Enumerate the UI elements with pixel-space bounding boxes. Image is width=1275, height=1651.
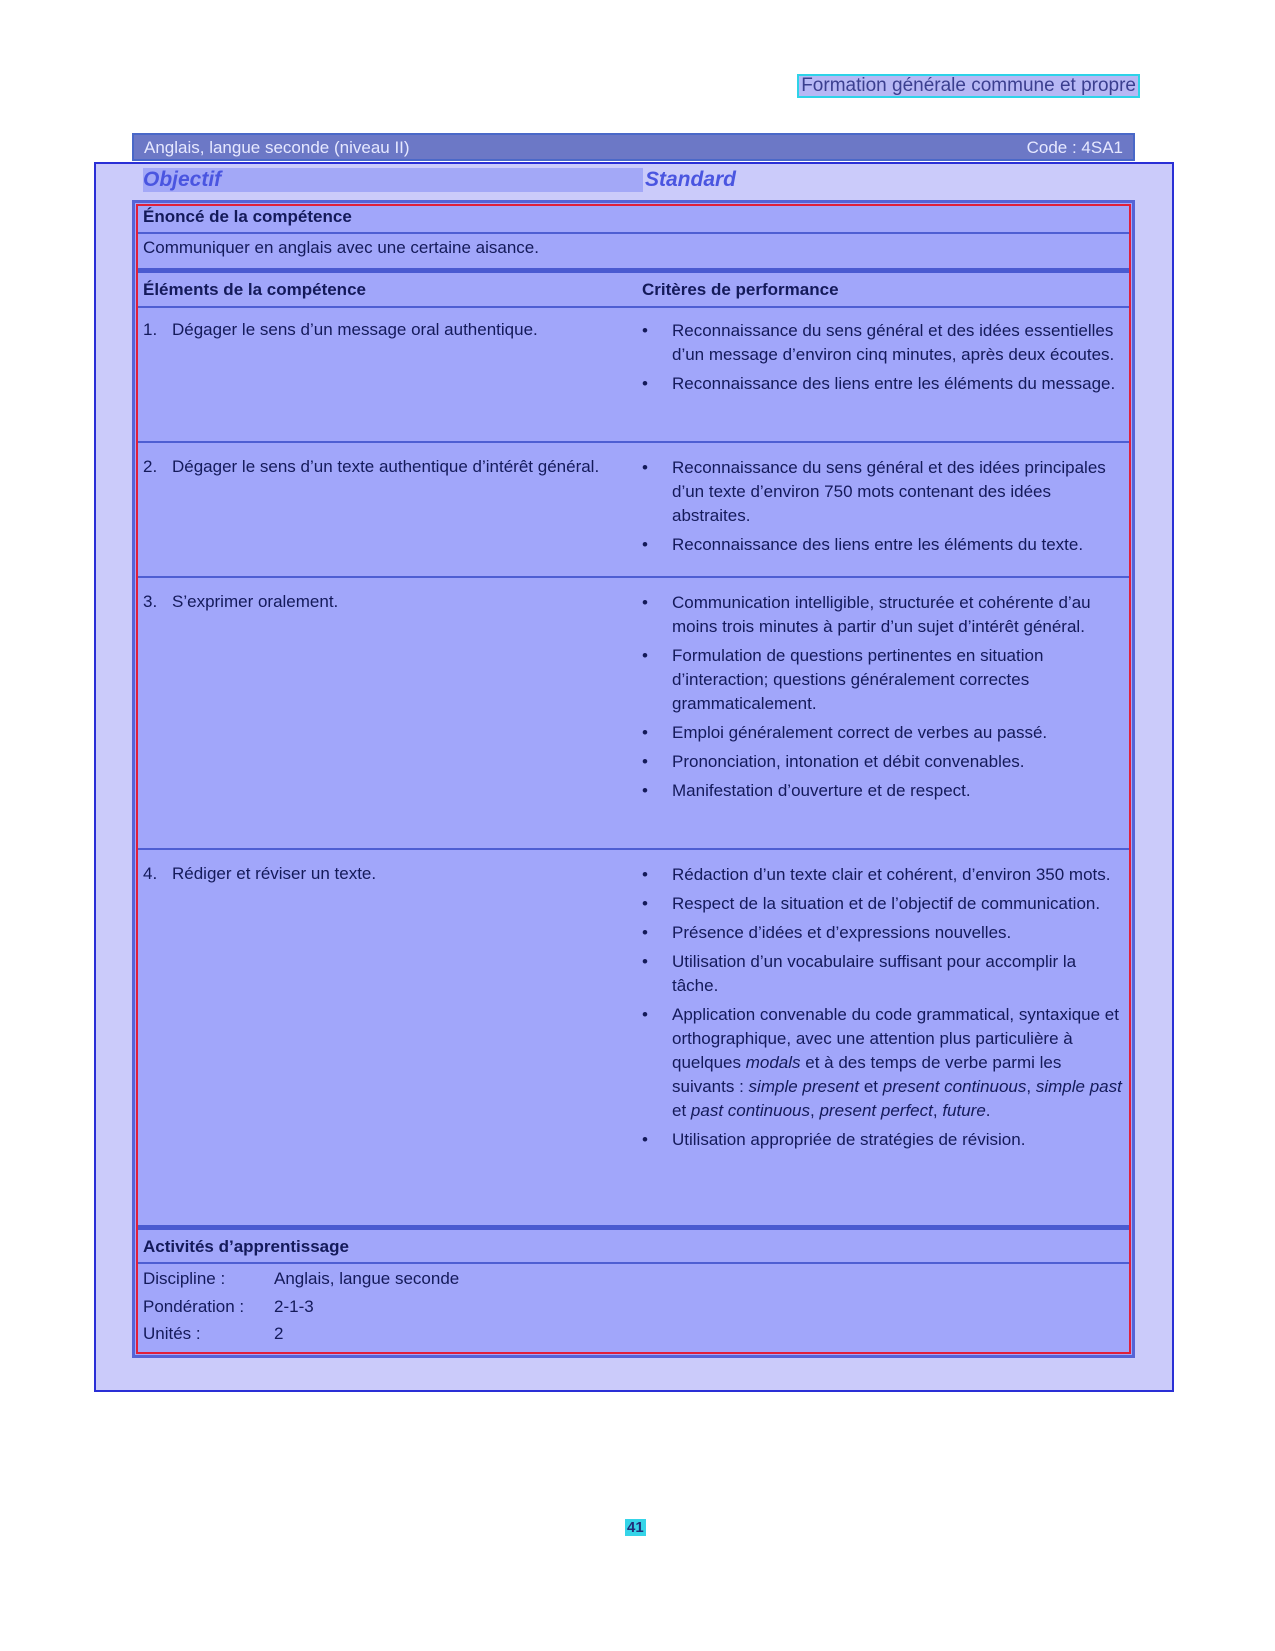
criterion-text: Reconnaissance des liens entre les éléments du message. (672, 374, 1116, 393)
running-title: Formation générale commune et propre (797, 74, 1140, 98)
element-label: S’exprimer oralement. (172, 592, 339, 611)
criterion-item (642, 456, 1122, 528)
element-label: Dégager le sens d’un texte authentique d’intérêt général. (172, 457, 600, 476)
bullet-icon: • (642, 535, 648, 554)
divider (136, 441, 1131, 443)
course-header-bar (132, 133, 1135, 161)
element-label: Dégager le sens d’un message oral authentique. (172, 320, 538, 339)
divider (136, 232, 1131, 234)
element-number: 4. (143, 864, 158, 883)
bullet-icon: • (642, 923, 648, 942)
bullet-icon: • (642, 781, 648, 800)
criterion-item (642, 1003, 1122, 1123)
element-number: 2. (143, 457, 158, 476)
bullet-icon: • (642, 865, 648, 884)
ponderation-value: 2-1-3 (274, 1297, 314, 1316)
bullet-icon: • (642, 723, 648, 742)
discipline-row (143, 1267, 459, 1291)
criterion-text: Utilisation appropriée de stratégies de révision. (672, 1130, 1026, 1149)
criterion-text: Manifestation d’ouverture et de respect. (672, 781, 971, 800)
criterion-text: Emploi généralement correct de verbes au passé. (672, 723, 1048, 742)
bullet-icon: • (642, 646, 648, 665)
bullet-icon: • (642, 952, 648, 971)
criterion-text: Formulation de questions pertinentes en situation d’interaction; questions généralement correctes grammaticalement. (672, 646, 1044, 713)
divider (136, 848, 1131, 850)
criterion-text: Reconnaissance du sens général et des idées essentielles d’un message d’environ cinq minutes, après deux écoutes. (672, 321, 1115, 364)
divider (136, 1225, 1131, 1230)
criterion-text: , (810, 1101, 820, 1120)
ponderation-label: Pondération : (143, 1297, 245, 1316)
enonce-heading: Énoncé de la compétence (143, 207, 352, 226)
criterion-term: modals (745, 1053, 801, 1072)
divider (136, 576, 1131, 578)
criterion-text: Reconnaissance du sens général et des idées principales d’un texte d’environ 750 mots contenant des idées abstraites. (672, 458, 1106, 525)
criteria-list (642, 863, 1122, 1157)
bullet-icon: • (642, 894, 648, 913)
ponderation-row (143, 1295, 314, 1319)
criteria-list (642, 456, 1122, 562)
criterion-item (642, 863, 1122, 887)
criterion-text: , (932, 1101, 943, 1120)
element-number: 3. (143, 592, 158, 611)
criterion-text: Présence d’idées et d’expressions nouvelles. (672, 923, 1012, 942)
page-number: 41 (627, 1519, 644, 1536)
criterion-text: , (1026, 1077, 1036, 1096)
criterion-text: Application convenable du code grammatical, syntaxique et orthographique, avec une attention plus particulière à quelques (672, 1005, 1119, 1072)
criteres-heading: Critères de performance (642, 280, 839, 299)
criterion-item (642, 591, 1122, 639)
bullet-icon: • (642, 321, 648, 340)
criterion-term: present continuous (882, 1077, 1027, 1096)
bullet-icon: • (642, 458, 648, 477)
criterion-item (642, 779, 1122, 803)
discipline-label: Discipline : (143, 1269, 226, 1288)
criterion-text: Prononciation, intonation et débit convenables. (672, 752, 1025, 771)
criterion-item (642, 921, 1122, 945)
course-title: Anglais, langue seconde (niveau II) (144, 138, 410, 157)
criterion-term: past continuous (690, 1101, 810, 1120)
criterion-item (642, 372, 1122, 396)
criterion-item (642, 950, 1122, 998)
criterion-item (642, 644, 1122, 716)
element-label: Rédiger et réviser un texte. (172, 864, 377, 883)
criteria-list (642, 319, 1122, 401)
criterion-text: Utilisation d’un vocabulaire suffisant pour accomplir la tâche. (672, 952, 1077, 995)
criterion-item (642, 533, 1122, 557)
element-number: 1. (143, 320, 158, 339)
elements-heading: Éléments de la compétence (143, 280, 366, 299)
unites-row (143, 1322, 283, 1346)
criteria-list (642, 591, 1122, 808)
unites-label: Unités : (143, 1324, 201, 1343)
unites-value: 2 (274, 1324, 284, 1343)
criterion-item (642, 319, 1122, 367)
bullet-icon: • (642, 374, 648, 393)
criterion-text: Respect de la situation et de l’objectif de communication. (672, 894, 1101, 913)
criterion-text: Rédaction d’un texte clair et cohérent, d’environ 350 mots. (672, 865, 1111, 884)
course-code: Code : 4SA1 (1026, 138, 1123, 157)
criterion-term: simple past (1035, 1077, 1122, 1096)
divider (136, 1262, 1131, 1264)
bullet-icon: • (642, 752, 648, 771)
criterion-term: simple present (748, 1077, 860, 1096)
criterion-text: et à des temps de verbe parmi les suivants : (672, 1053, 1062, 1096)
criterion-item (642, 721, 1122, 745)
objectif-label: Objectif (143, 168, 643, 192)
bullet-icon: • (642, 593, 648, 612)
discipline-value: Anglais, langue seconde (274, 1269, 460, 1288)
divider (136, 306, 1131, 308)
bullet-icon: • (642, 1130, 648, 1149)
criterion-text: . (985, 1101, 991, 1120)
criterion-text: Communication intelligible, structurée et cohérente d’au moins trois minutes à partir d’un sujet d’intérêt général. (672, 593, 1091, 636)
divider (136, 268, 1131, 273)
criterion-text: et (672, 1101, 691, 1120)
criterion-text: Reconnaissance des liens entre les éléments du texte. (672, 535, 1084, 554)
criterion-term: future (942, 1101, 986, 1120)
criterion-item (642, 1128, 1122, 1152)
criterion-term: present perfect (819, 1101, 933, 1120)
criterion-text: et (859, 1077, 883, 1096)
standard-label: Standard (645, 168, 737, 191)
enonce-text: Communiquer en anglais avec une certaine aisance. (143, 238, 539, 257)
activites-heading: Activités d’apprentissage (143, 1237, 349, 1256)
criterion-item (642, 892, 1122, 916)
bullet-icon: • (642, 1005, 648, 1024)
criterion-item (642, 750, 1122, 774)
